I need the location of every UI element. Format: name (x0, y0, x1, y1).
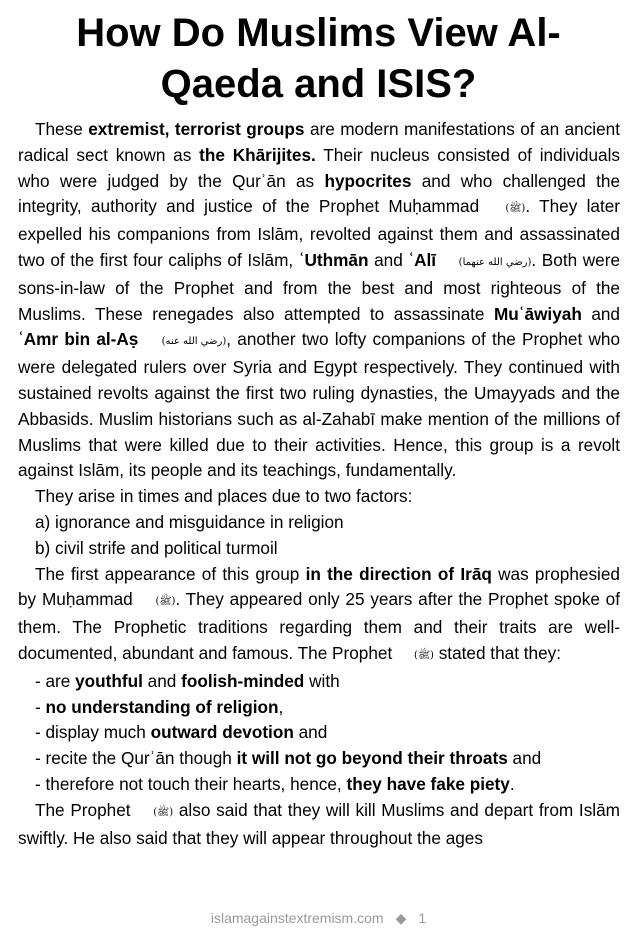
paragraph-khawarij-origin (18, 117, 620, 484)
emphasis-text: the Khārijites. (199, 144, 316, 165)
text-run: are modern manifestations of an ancient radical sect known as (18, 119, 621, 165)
page-footer (0, 910, 637, 927)
trait-item (18, 746, 620, 772)
text-run: - display much (35, 722, 151, 743)
text-run: and (293, 722, 328, 743)
diamond-icon: ◆ (395, 910, 407, 926)
emphasis-text: ʿAlī (408, 249, 437, 270)
text-run: - recite the Qurʾān though (35, 748, 237, 769)
emphasis-text: ʿAmr bin al-Aṣ (18, 329, 139, 350)
title-line-1: How Do Muslims View Al- (76, 11, 561, 55)
emphasis-text: it will not go beyond their throats (236, 748, 508, 769)
honorific-glyph: (ﷺ) (505, 203, 526, 215)
honorific-glyph: (رضي الله عنه) (161, 336, 227, 348)
trait-item (18, 772, 620, 798)
honorific-glyph: (ﷺ) (414, 649, 434, 661)
emphasis-text: Muʿāwiyah (493, 303, 582, 324)
paragraph-departure (18, 798, 620, 852)
honorific-glyph: (رضي الله عنهما) (458, 256, 532, 268)
text-run: The Prophet (35, 799, 137, 820)
text-run: - (35, 696, 46, 717)
text-run: - are (35, 670, 76, 691)
text-run: , another two lofty companions of the Prophet who were delegated rulers over Syria and Egypt respectively. They continued with sustained revolts against the first two ruling dynasties, the Umayyads and the Abbasids. Muslim historians such as al-Zahabī make mention of the millions of Muslims that were killed due to their activities. Hence, this group is a revolt against Islām, its people and its teachings, fundamentally. (18, 329, 621, 481)
emphasis-text: hypocrites (324, 170, 412, 191)
text-run: and (507, 748, 542, 769)
text-run: and (142, 670, 182, 691)
text-run: also said that they will kill Muslims and depart from Islām swiftly. He also said that they will appear throughout the ages (18, 799, 620, 848)
honorific-glyph: (ﷺ) (153, 806, 174, 818)
page-number: 1 (418, 910, 427, 926)
paragraph-factors-intro: They arise in times and places due to two factors: (35, 486, 413, 507)
text-run: . They later expelled his companions from Islām, revolted against them and assassinated two of the first four caliphs of Islām, (18, 196, 620, 270)
text-run: - therefore not touch their hearts, hence, (35, 773, 347, 794)
text-run: , (278, 696, 284, 717)
text-run: The first appearance of this group (35, 563, 306, 584)
trait-item (18, 669, 620, 695)
emphasis-text: in the direction of Irāq (305, 563, 492, 584)
factor-item: b) civil strife and political turmoil (35, 537, 278, 558)
text-run: stated that they: (433, 642, 562, 663)
emphasis-text: extremist, terrorist groups (88, 119, 305, 139)
text-run: . (509, 773, 515, 794)
emphasis-text: no understanding of religion (45, 696, 279, 717)
honorific-glyph: (ﷺ) (155, 596, 176, 608)
emphasis-text: ʿUthmān (298, 249, 369, 270)
text-run: Their nucleus consisted of individuals who were judged by the Qurʾān as (18, 144, 620, 191)
footer-site: islamagainstextremism.com (210, 910, 384, 926)
trait-item (18, 695, 620, 721)
title-line-2: Qaeda and ISIS? (160, 62, 477, 106)
text-run: . They appeared only 25 years after the Prophet spoke of them. The Prophetic traditions regarding them and their traits are well-documented, abundant and famous. The Prophet (18, 589, 621, 663)
text-run: . Both were sons-in-law of the Prophet and from the best and most righteous of the Muslims. These renegades also attempted to assassinate (18, 249, 621, 324)
emphasis-text: foolish-minded (181, 670, 305, 691)
factor-item: a) ignorance and misguidance in religion (35, 511, 344, 532)
text-run: These (35, 119, 89, 139)
page-title (0, 8, 637, 110)
emphasis-text: outward devotion (150, 722, 294, 743)
text-run: and (581, 303, 620, 324)
text-run: and (368, 249, 409, 270)
text-run: with (304, 670, 340, 691)
text-run: was prophesied by Muḥammad (18, 563, 620, 610)
text-run: and who challenged the integrity, authority and justice of the Prophet Muḥammad (18, 170, 621, 217)
emphasis-text: youthful (75, 670, 143, 691)
article-body (18, 117, 620, 851)
paragraph-prophecy (18, 562, 620, 669)
trait-item (18, 720, 620, 746)
emphasis-text: they have fake piety (346, 773, 510, 794)
